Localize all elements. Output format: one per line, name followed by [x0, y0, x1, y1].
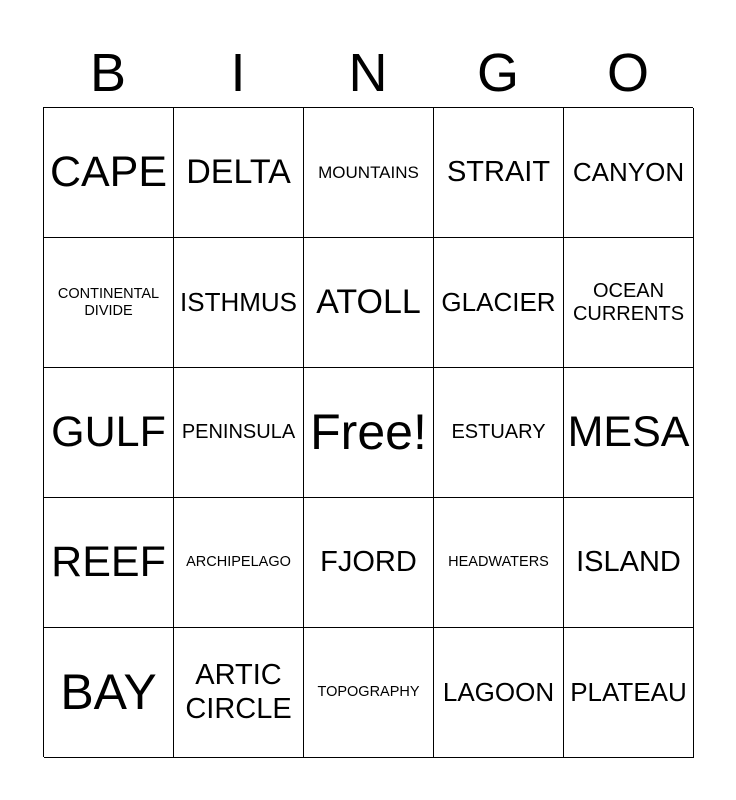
- cell-text: MESA: [567, 407, 690, 456]
- bingo-cell[interactable]: [174, 238, 304, 368]
- cell-text: REEF: [51, 537, 166, 586]
- header-letter-n: N: [348, 43, 388, 103]
- cell-text: TOPOGRAPHY: [317, 684, 420, 701]
- cell-text: DELTA: [186, 152, 291, 191]
- cell-text: GLACIER: [441, 286, 556, 317]
- bingo-cell[interactable]: [44, 498, 174, 628]
- cell-text: ISTHMUS: [180, 286, 297, 317]
- header-letter-b: B: [89, 43, 127, 103]
- bingo-cell[interactable]: [304, 108, 434, 238]
- cell-text: ARCHIPELAGO: [186, 554, 291, 571]
- cell-text: ARTIC CIRCLE: [185, 659, 292, 725]
- bingo-cell[interactable]: [434, 368, 564, 498]
- bingo-cell[interactable]: [434, 238, 564, 368]
- cell-text: CAPE: [49, 147, 168, 196]
- bingo-header: [43, 40, 693, 106]
- cell-text: PENINSULA: [181, 421, 296, 443]
- bingo-cell[interactable]: [304, 628, 434, 758]
- bingo-cell[interactable]: [174, 108, 304, 238]
- header-letter-i: I: [230, 43, 246, 103]
- bingo-cell[interactable]: [44, 238, 174, 368]
- cell-text: ESTUARY: [451, 421, 546, 443]
- bingo-cell[interactable]: [44, 368, 174, 498]
- free-space[interactable]: [304, 368, 434, 498]
- bingo-cell[interactable]: [434, 108, 564, 238]
- bingo-cell[interactable]: [564, 628, 694, 758]
- cell-text: PLATEAU: [570, 676, 687, 707]
- cell-text: ISLAND: [576, 545, 681, 578]
- bingo-cell[interactable]: [304, 238, 434, 368]
- bingo-cell[interactable]: [564, 498, 694, 628]
- cell-text: MOUNTAINS: [318, 162, 419, 182]
- header-letter-g: G: [476, 43, 519, 103]
- bingo-cell[interactable]: [174, 498, 304, 628]
- bingo-cell[interactable]: [434, 628, 564, 758]
- cell-text: LAGOON: [442, 676, 555, 707]
- cell-text: STRAIT: [446, 155, 551, 188]
- bingo-cell[interactable]: [564, 108, 694, 238]
- bingo-cell[interactable]: [174, 628, 304, 758]
- bingo-cell[interactable]: [564, 368, 694, 498]
- cell-text: BAY: [60, 663, 157, 720]
- cell-text: Free!: [310, 403, 427, 460]
- bingo-cell[interactable]: [44, 628, 174, 758]
- header-letter-o: O: [606, 43, 649, 103]
- bingo-board: [43, 107, 693, 757]
- cell-text: CONTINENTAL DIVIDE: [57, 285, 160, 319]
- cell-text: CANYON: [572, 156, 685, 187]
- cell-text: ATOLL: [316, 282, 421, 321]
- cell-text: FJORD: [320, 545, 417, 578]
- bingo-cell[interactable]: [434, 498, 564, 628]
- bingo-cell[interactable]: [304, 498, 434, 628]
- cell-text: OCEAN CURRENTS: [572, 279, 685, 325]
- bingo-cell[interactable]: [174, 368, 304, 498]
- cell-text: HEADWATERS: [448, 554, 549, 571]
- bingo-cell[interactable]: [564, 238, 694, 368]
- bingo-cell[interactable]: [44, 108, 174, 238]
- cell-text: GULF: [51, 407, 166, 456]
